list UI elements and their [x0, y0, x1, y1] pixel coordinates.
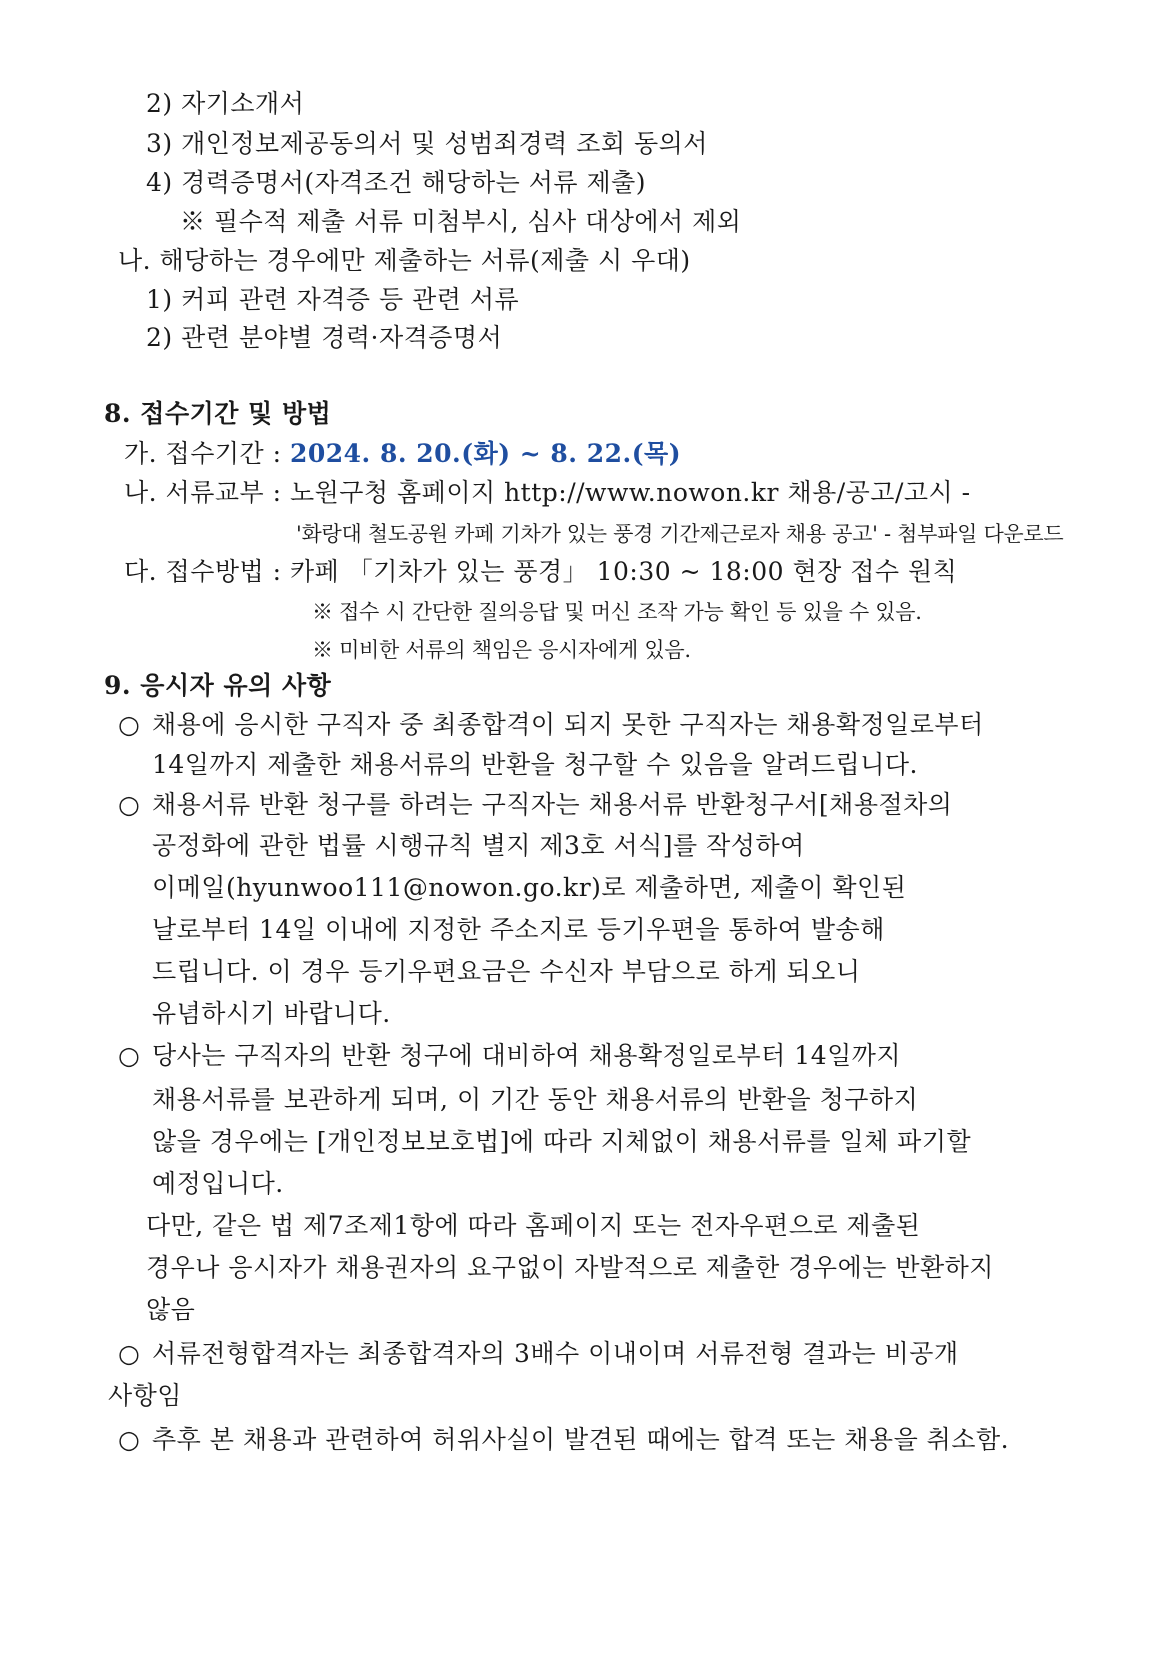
docs-distribution-row	[124, 477, 971, 509]
notice-1-line-2: 14일까지 제출한 채용서류의 반환을 청구할 수 있음을 알려드립니다.	[152, 750, 918, 779]
method-value: 카페 「기차가 있는 풍경」 10:30 ~ 18:00 현장 접수 원칙	[289, 557, 958, 586]
notice-3-line-2: 채용서류를 보관하게 되며, 이 기간 동안 채용서류의 반환을 청구하지	[152, 1085, 919, 1114]
period-row	[124, 438, 681, 470]
bullet-icon: ○	[118, 710, 141, 739]
method-row	[124, 556, 957, 588]
method-note-1: ※ 접수 시 간단한 질의응답 및 머신 조작 가능 확인 등 있을 수 있음.	[312, 600, 922, 624]
method-note-2: ※ 미비한 서류의 책임은 응시자에게 있음.	[312, 638, 691, 662]
bullet-icon: ○	[118, 790, 141, 819]
notice-2-line-3: 이메일(hyunwoo111@nowon.go.kr)로 제출하면, 제출이 확인된	[152, 873, 907, 902]
notice-2-line-4: 날로부터 14일 이내에 지정한 주소지로 등기우편을 통하여 발송해	[152, 915, 885, 944]
notice-4-line-2: 사항임	[108, 1381, 182, 1410]
notice-5-line-1: ○ 추후 본 채용과 관련하여 허위사실이 발견된 때에는 합격 또는 채용을 취소함.	[118, 1425, 1010, 1454]
bullet-icon: ○	[118, 1041, 141, 1070]
doc-item-self-intro: 2) 자기소개서	[146, 89, 305, 118]
notice-4-line-1: ○ 서류전형합격자는 최종합격자의 3배수 이내이며 서류전형 결과는 비공개	[118, 1339, 959, 1368]
notice-3-line-4: 예정입니다.	[152, 1169, 284, 1198]
optional-item-coffee: 1) 커피 관련 자격증 등 관련 서류	[146, 285, 520, 314]
doc-item-career: 4) 경력증명서(자격조건 해당하는 서류 제출)	[146, 168, 647, 197]
notice-2-line-2: 공정화에 관한 법률 시행규칙 별지 제3호 서식]를 작성하여	[152, 831, 805, 860]
notice-3-line-1: ○ 당사는 구직자의 반환 청구에 대비하여 채용확정일로부터 14일까지	[118, 1041, 902, 1070]
method-label: 다. 접수방법 :	[124, 557, 282, 586]
notice-2-line-5: 드립니다. 이 경우 등기우편요금은 수신자 부담으로 하게 되오니	[152, 957, 861, 986]
notice-2-line-6: 유념하시기 바랍니다.	[152, 999, 391, 1028]
period-label: 가. 접수기간 :	[124, 439, 282, 468]
notice-exception-line-3: 않음	[146, 1295, 196, 1324]
homepage-link[interactable]: http://www.nowon.kr	[504, 478, 779, 507]
bullet-icon: ○	[118, 1339, 141, 1368]
period-value: 2024. 8. 20.(화) ~ 8. 22.(목)	[289, 439, 682, 468]
docs-attachment-line: '화랑대 철도공원 카페 기차가 있는 풍경 기간제근로자 채용 공고' - 첨부파일 다운로드	[296, 522, 1064, 546]
doc-item-consent: 3) 개인정보제공동의서 및 성범죄경력 조회 동의서	[146, 129, 708, 158]
docs-label: 나. 서류교부 :	[124, 478, 282, 507]
notice-1-line-1: ○ 채용에 응시한 구직자 중 최종합격이 되지 못한 구직자는 채용확정일로부터	[118, 710, 984, 739]
notice-exception-line-1: 다만, 같은 법 제7조제1항에 따라 홈페이지 또는 전자우편으로 제출된	[146, 1211, 921, 1240]
section-8-title: 8. 접수기간 및 방법	[104, 399, 332, 428]
section-9-title: 9. 응시자 유의 사항	[104, 671, 332, 700]
notice-2-line-1: ○ 채용서류 반환 청구를 하려는 구직자는 채용서류 반환청구서[채용절차의	[118, 790, 953, 819]
notice-exception-line-2: 경우나 응시자가 채용권자의 요구없이 자발적으로 제출한 경우에는 반환하지	[146, 1253, 994, 1282]
bullet-icon: ○	[118, 1425, 141, 1454]
docs-path: 채용/공고/고시 -	[787, 478, 971, 507]
required-note: ※ 필수적 제출 서류 미첨부시, 심사 대상에서 제외	[180, 207, 742, 236]
optional-item-career: 2) 관련 분야별 경력·자격증명서	[146, 323, 503, 352]
docs-text: 노원구청 홈페이지	[289, 478, 496, 507]
notice-3-line-3: 않을 경우에는 [개인정보보호법]에 따라 지체없이 채용서류를 일체 파기할	[152, 1127, 972, 1156]
optional-docs-heading: 나. 해당하는 경우에만 제출하는 서류(제출 시 우대)	[118, 246, 691, 275]
